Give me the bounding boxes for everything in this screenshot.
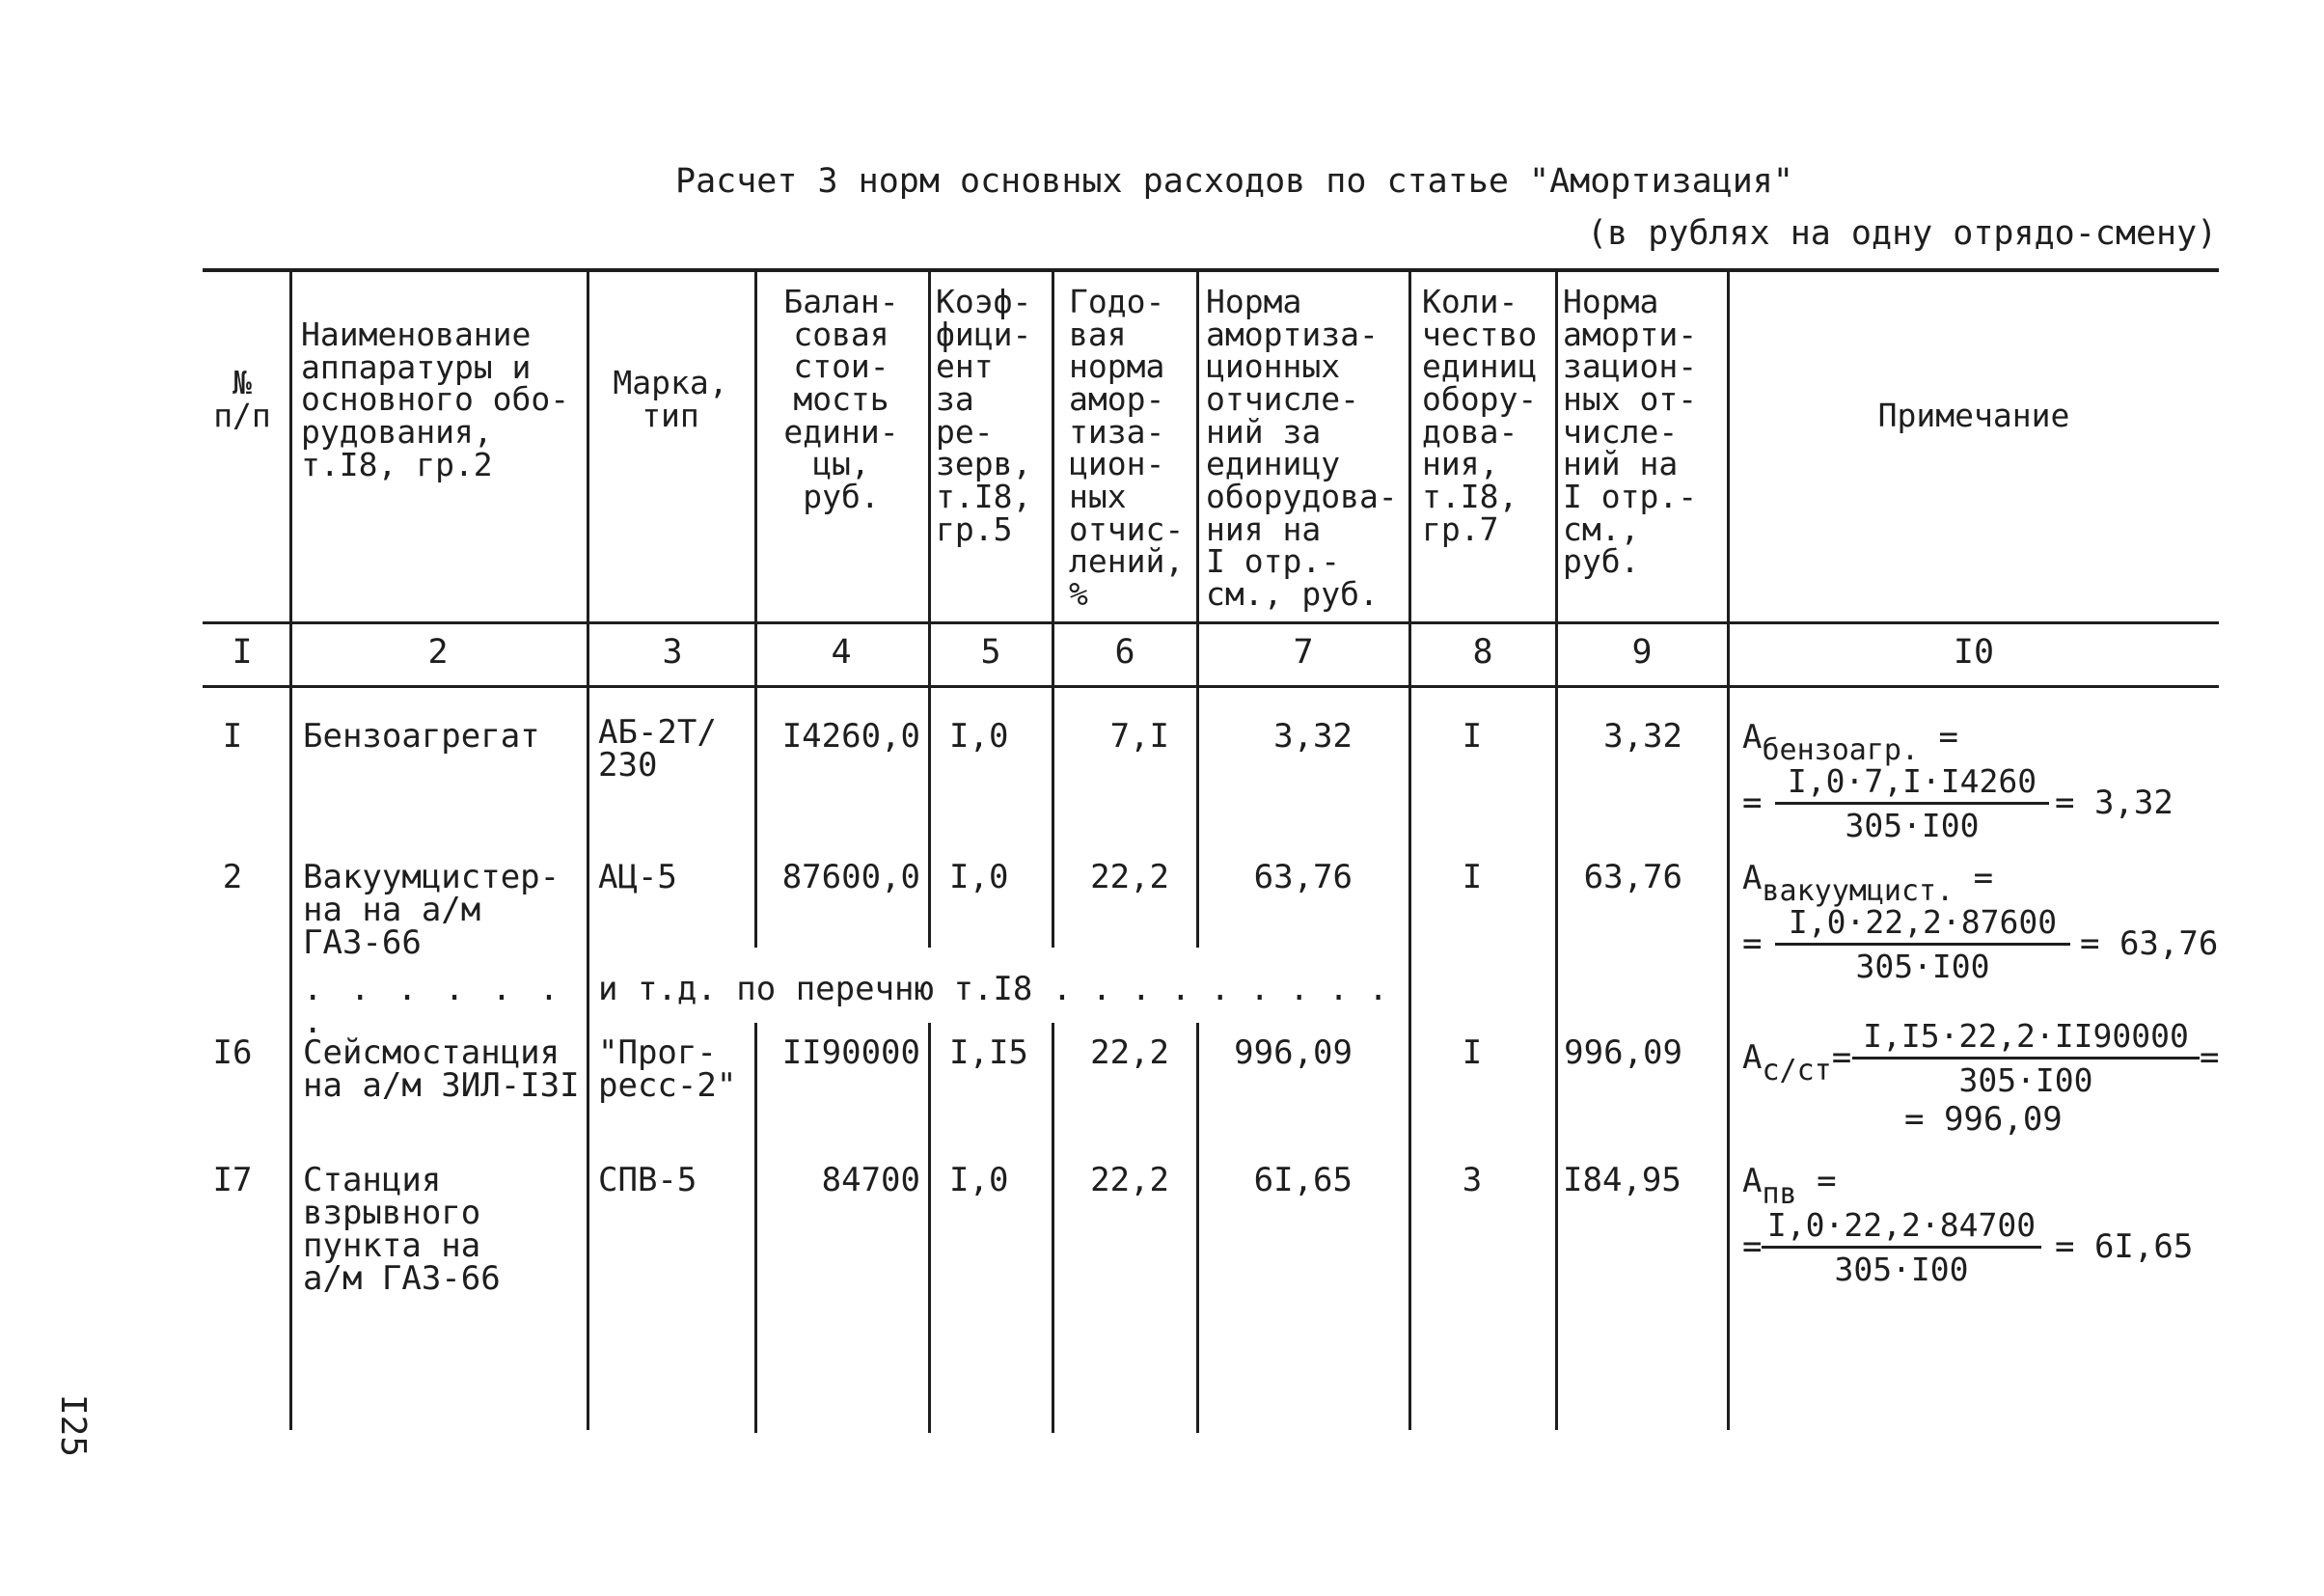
unit-qty: 3 bbox=[1462, 1161, 1483, 1199]
annual-rate: 22,2 bbox=[1090, 1033, 1169, 1072]
balance-cost: I4260,0 bbox=[781, 717, 920, 756]
header-note: Примечание bbox=[1877, 397, 2070, 434]
ellipsis-dots: . . . . . . . bbox=[303, 970, 563, 1041]
row-number: I7 bbox=[212, 1161, 253, 1199]
norm-per-unit: 3,32 bbox=[1273, 717, 1353, 756]
page-subtitle: (в рублях на одну отрядо-смену) bbox=[1587, 214, 2218, 253]
formula-label: Апв = bbox=[1742, 1162, 1837, 1211]
header-norm-total: Норма аморти- зацион- ных от- числе- ний на I отр.- см., руб. bbox=[1563, 283, 1698, 581]
col-divider bbox=[928, 1023, 931, 1433]
row-number: I bbox=[222, 717, 243, 756]
reserve-coef: I,0 bbox=[949, 1161, 1009, 1199]
formula-eq: = bbox=[2200, 1038, 2220, 1077]
header-mark: Марка, тип bbox=[613, 364, 728, 434]
reserve-coef: I,0 bbox=[949, 717, 1009, 756]
page-number: I25 bbox=[53, 1394, 93, 1458]
column-number: I0 bbox=[1953, 633, 1995, 672]
unit-qty: I bbox=[1462, 717, 1483, 756]
ellipsis-text: и т.д. по перечню т.I8 . . . . . . . . . bbox=[598, 970, 1388, 1008]
annual-rate: 22,2 bbox=[1090, 858, 1169, 896]
formula-result: = 6I,65 bbox=[2055, 1227, 2194, 1266]
equipment-mark: СПВ-5 bbox=[598, 1161, 697, 1199]
col-divider bbox=[1555, 272, 1558, 1430]
col-divider bbox=[587, 272, 589, 1430]
formula-label: Авакуумцист. = bbox=[1742, 859, 1994, 908]
column-number: 7 bbox=[1293, 633, 1314, 672]
formula-eq: = bbox=[1742, 1227, 1763, 1266]
column-number: 2 bbox=[427, 633, 449, 672]
norm-total: I84,95 bbox=[1563, 1161, 1681, 1199]
row-number: I6 bbox=[212, 1033, 253, 1072]
header-name: Наименование аппаратуры и основного обо- рудования, т.I8, гр.2 bbox=[301, 316, 570, 483]
col-divider bbox=[1196, 1023, 1199, 1433]
norm-total: 3,32 bbox=[1603, 717, 1682, 756]
header-number: № п/п bbox=[213, 364, 271, 434]
annual-rate: 7,I bbox=[1109, 717, 1169, 756]
equipment-name: Станция взрывного пункта на а/м ГАЗ-66 bbox=[303, 1161, 501, 1298]
equipment-mark: "Прог- ресс-2" bbox=[598, 1033, 737, 1105]
equipment-name: Сейсмостанция на а/м ЗИЛ-I3I bbox=[303, 1033, 580, 1105]
reserve-coef: I,0 bbox=[949, 858, 1009, 896]
formula-result: = 3,32 bbox=[2055, 784, 2174, 822]
norm-total: 63,76 bbox=[1583, 858, 1682, 896]
annual-rate: 22,2 bbox=[1090, 1161, 1169, 1199]
column-number: I bbox=[232, 633, 253, 672]
balance-cost: 87600,0 bbox=[781, 858, 920, 896]
unit-qty: I bbox=[1462, 858, 1483, 896]
equipment-name: Бензоагрегат bbox=[303, 717, 540, 756]
col-divider bbox=[1408, 272, 1411, 1430]
header-rate: Годо- вая норма амор- тиза- цион- ных отчис- лений, % bbox=[1069, 283, 1185, 613]
header-cost: Балан- совая стои- мость едини- цы, руб. bbox=[783, 283, 899, 515]
header-coef: Коэф- фици- ент за ре- зерв, т.I8, гр.5 bbox=[936, 283, 1032, 548]
table-top-rule bbox=[203, 268, 2219, 272]
formula-label: Ас/ст= bbox=[1742, 1038, 1852, 1087]
balance-cost: II90000 bbox=[781, 1033, 920, 1072]
col-divider bbox=[1196, 272, 1199, 948]
col-divider bbox=[754, 272, 757, 948]
col-divider bbox=[1052, 1023, 1054, 1433]
column-number: 6 bbox=[1114, 633, 1135, 672]
equipment-name: Вакуумцистер- на на а/м ГАЗ-66 bbox=[303, 858, 560, 962]
norm-per-unit: 63,76 bbox=[1253, 858, 1353, 896]
page-title: Расчет 3 норм основных расходов по статье "Амортизация" bbox=[675, 162, 1793, 201]
formula-result: = 63,76 bbox=[2080, 924, 2219, 963]
formula-fraction: $\frac{I,0\cdot 22,2\cdot 87600}{305\cdot I00}$ bbox=[1775, 903, 2070, 985]
equipment-mark: АЦ-5 bbox=[598, 858, 677, 896]
colnum-bottom-rule bbox=[203, 685, 2219, 688]
column-number: 9 bbox=[1631, 633, 1653, 672]
column-number: 4 bbox=[831, 633, 852, 672]
row-number: 2 bbox=[222, 858, 243, 896]
formula-label: Абензоагр. = bbox=[1742, 718, 1959, 767]
col-divider bbox=[754, 1023, 757, 1433]
column-number: 3 bbox=[662, 633, 683, 672]
norm-total: 996,09 bbox=[1564, 1033, 1682, 1072]
col-divider bbox=[1052, 272, 1054, 948]
formula-result: = 996,09 bbox=[1904, 1100, 2063, 1139]
column-number: 8 bbox=[1472, 633, 1493, 672]
col-divider bbox=[289, 272, 292, 1430]
header-norm-unit: Норма амортиза- ционных отчисле- ний за единицу оборудова- ния на I отр.- см., руб. bbox=[1206, 283, 1398, 613]
formula-fraction: $\frac{I,0\cdot 22,2\cdot 84700}{305\cdot I00}$ bbox=[1762, 1206, 2041, 1288]
formula-fraction: $\frac{I,0\cdot 7,I\cdot I4260}{305\cdot I00}$ bbox=[1775, 762, 2049, 844]
formula-eq: = bbox=[1742, 784, 1763, 822]
header-qty: Коли- чество единиц обору- дова- ния, т.I8, гр.7 bbox=[1422, 283, 1538, 548]
norm-per-unit: 996,09 bbox=[1234, 1033, 1353, 1072]
balance-cost: 84700 bbox=[821, 1161, 920, 1199]
formula-eq: = bbox=[1742, 924, 1763, 963]
col-divider bbox=[1727, 272, 1730, 1430]
reserve-coef: I,I5 bbox=[949, 1033, 1028, 1072]
norm-per-unit: 6I,65 bbox=[1253, 1161, 1353, 1199]
header-bottom-rule bbox=[203, 621, 2219, 624]
equipment-mark: АБ-2Т/ 230 bbox=[598, 713, 717, 784]
col-divider bbox=[928, 272, 931, 948]
column-number: 5 bbox=[980, 633, 1001, 672]
formula-fraction: $\frac{I,I5\cdot 22,2\cdot II90000}{305\cdot I00}$ bbox=[1852, 1017, 2200, 1099]
unit-qty: I bbox=[1462, 1033, 1483, 1072]
